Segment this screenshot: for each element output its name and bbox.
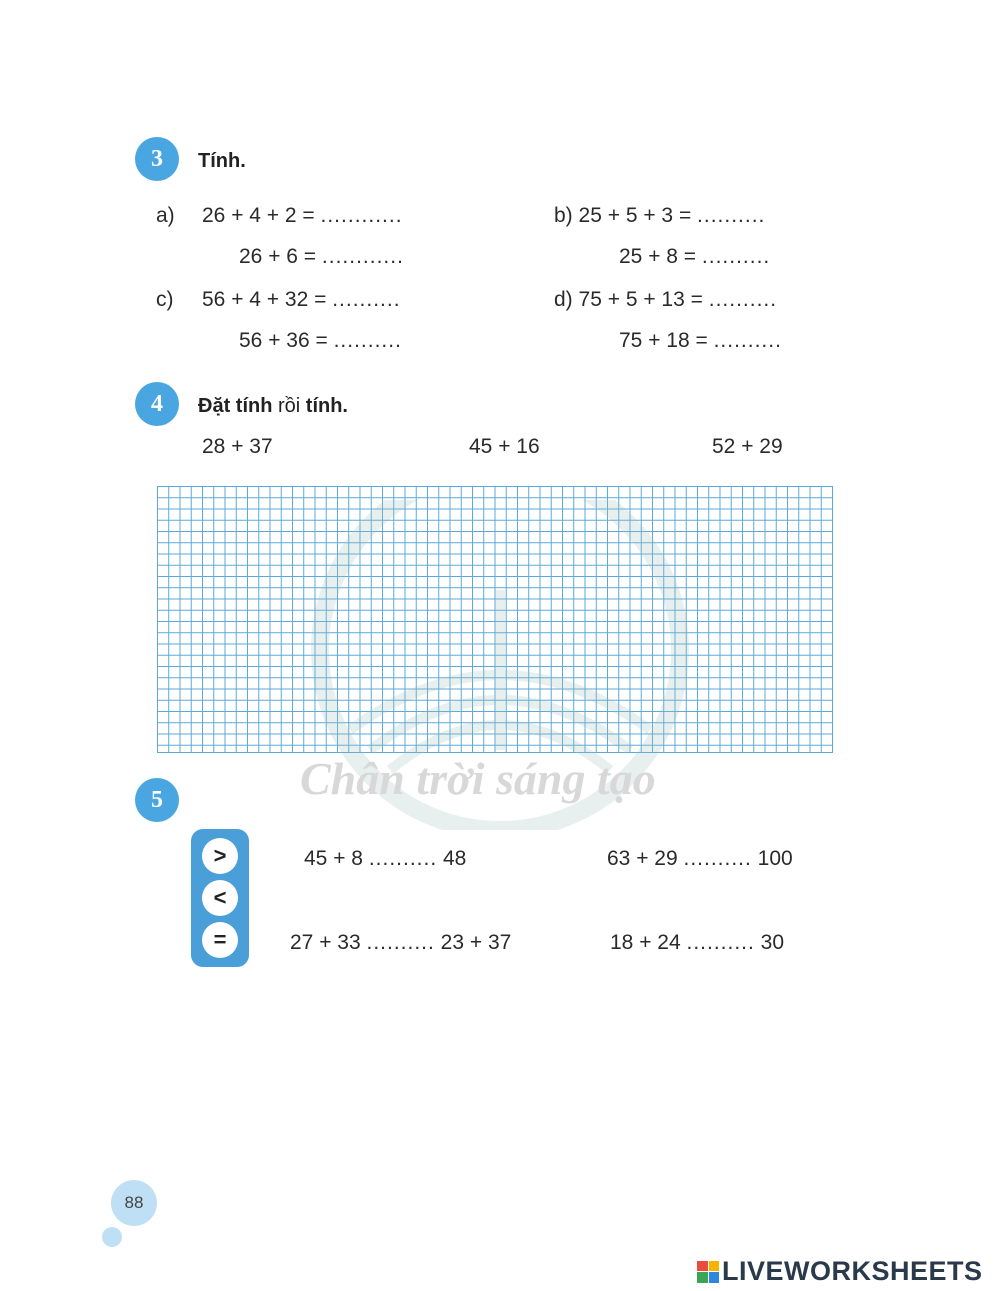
ex4-problem-2: 45 + 16 bbox=[469, 435, 540, 458]
ex3-a-label: a) bbox=[156, 204, 175, 227]
exercise-4-badge: 4 bbox=[135, 382, 179, 426]
ex3-d-line1: d) 75 + 5 + 13 = .......... bbox=[554, 288, 778, 311]
exercise-3-title: Tính. bbox=[198, 150, 246, 172]
ex3-b-line1: b) 25 + 5 + 3 = .......... bbox=[554, 204, 766, 227]
liveworksheets-icon bbox=[697, 1261, 719, 1283]
comparison-symbols-panel bbox=[191, 829, 249, 967]
answer-blank[interactable]: .......... bbox=[683, 847, 752, 870]
ex3-b-line2: 25 + 8 = .......... bbox=[619, 245, 771, 268]
ex5-comparison-3: 27 + 33 .......... 23 + 37 bbox=[290, 931, 512, 954]
answer-blank[interactable]: .......... bbox=[368, 847, 438, 870]
ex5-comparison-2: 63 + 29 .......... 100 bbox=[607, 847, 793, 870]
ex4-problem-1: 28 + 37 bbox=[202, 435, 273, 458]
page-number: 88 bbox=[111, 1180, 157, 1226]
answer-blank[interactable]: .......... bbox=[366, 931, 435, 954]
liveworksheets-logo[interactable] bbox=[697, 1256, 983, 1287]
answer-blank[interactable]: .......... bbox=[686, 931, 755, 954]
exercise-3-badge: 3 bbox=[135, 137, 179, 181]
ex3-c-label: c) bbox=[156, 288, 174, 311]
answer-blank[interactable]: .......... bbox=[708, 288, 778, 311]
ex4-problem-3: 52 + 29 bbox=[712, 435, 783, 458]
grid-workspace[interactable] bbox=[157, 486, 833, 753]
answer-blank[interactable]: .......... bbox=[697, 204, 766, 227]
ex3-c-line1: 56 + 4 + 32 = .......... bbox=[202, 288, 401, 311]
greater-than-button[interactable]: > bbox=[202, 838, 238, 874]
ex3-c-line2: 56 + 36 = .......... bbox=[239, 329, 402, 352]
ex5-comparison-1: 45 + 8 .......... 48 bbox=[304, 847, 467, 870]
answer-blank[interactable]: .......... bbox=[332, 288, 401, 311]
page-decoration-dot bbox=[102, 1227, 122, 1247]
watermark-text: Chân trời sáng tạo bbox=[300, 753, 656, 804]
ex3-a-line2: 26 + 6 = ............ bbox=[239, 245, 404, 268]
equals-button[interactable]: = bbox=[202, 922, 238, 958]
liveworksheets-wordmark: LIVEWORKSHEETS bbox=[722, 1256, 983, 1286]
answer-blank[interactable]: .......... bbox=[333, 329, 402, 352]
exercise-4-title: Đặt tính rồi tính. bbox=[198, 395, 348, 417]
ex3-a-line1: 26 + 4 + 2 = ............ bbox=[202, 204, 403, 227]
answer-blank[interactable]: ............ bbox=[320, 204, 403, 227]
ex3-d-line2: 75 + 18 = .......... bbox=[619, 329, 782, 352]
less-than-button[interactable]: < bbox=[202, 880, 238, 916]
exercise-5-badge: 5 bbox=[135, 778, 179, 822]
ex5-comparison-4: 18 + 24 .......... 30 bbox=[610, 931, 785, 954]
answer-blank[interactable]: ............ bbox=[321, 245, 404, 268]
answer-blank[interactable]: .......... bbox=[701, 245, 771, 268]
answer-blank[interactable]: .......... bbox=[713, 329, 782, 352]
